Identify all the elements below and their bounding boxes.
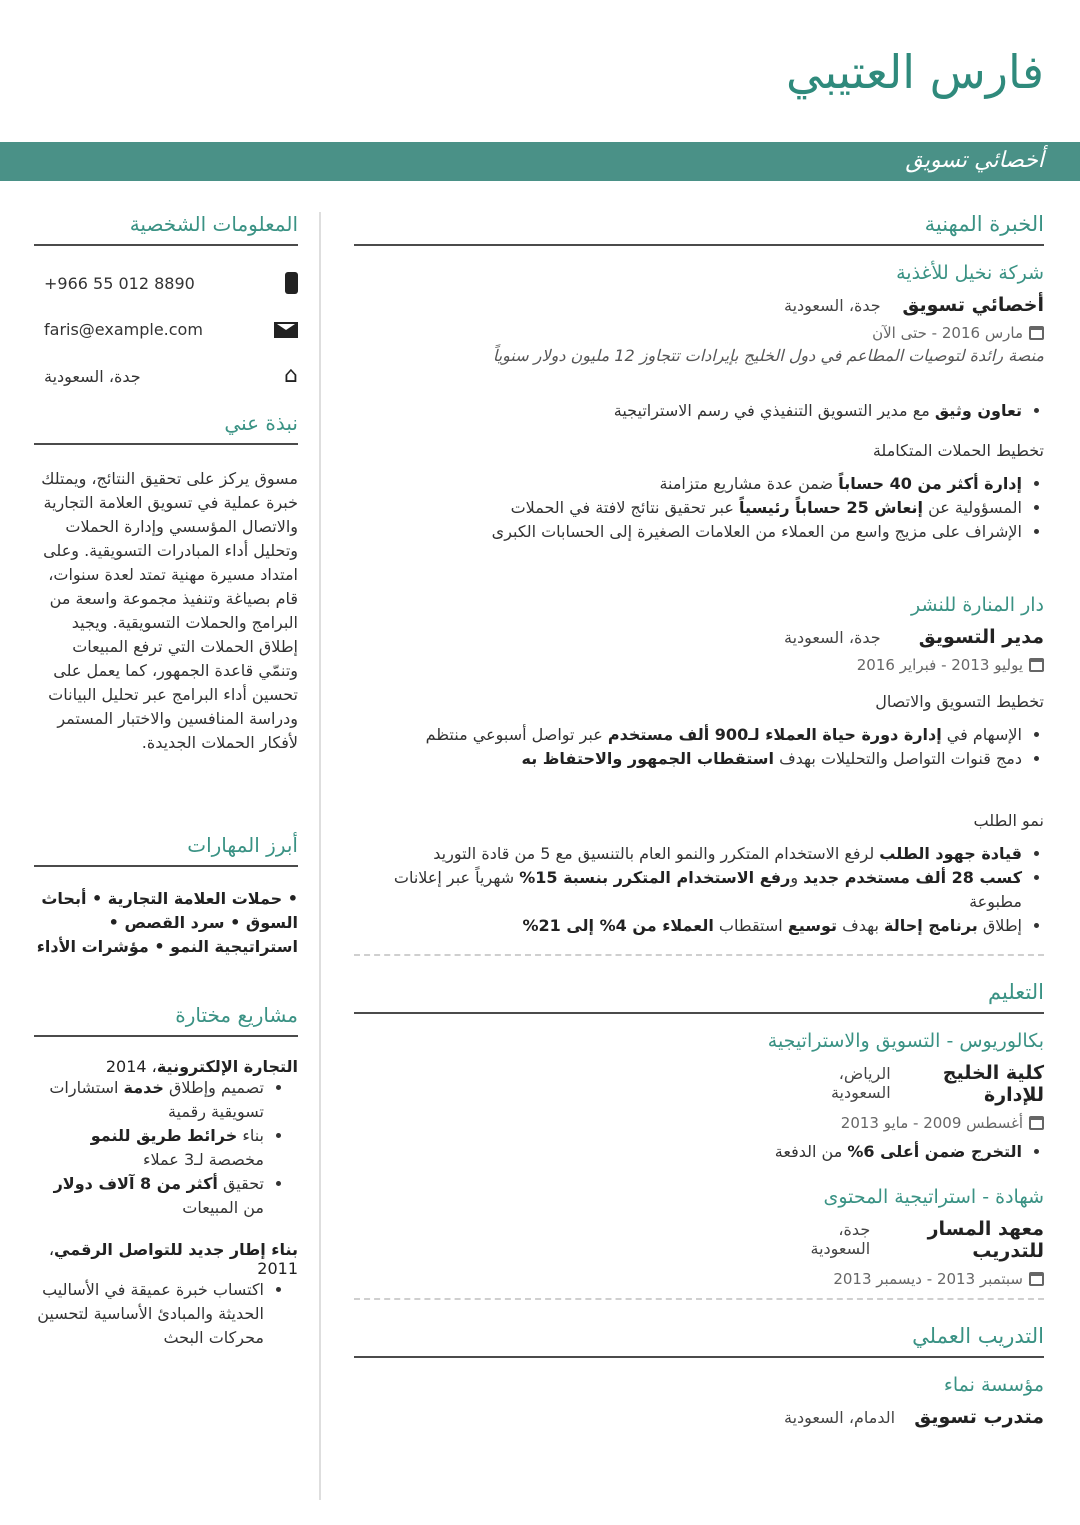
list-item: • تصميم وإطلاق خدمة استشارات تسويقية رقمية (34, 1076, 264, 1124)
email: faris@example.com (44, 320, 203, 339)
job1-description: منصة رائدة لتوصيات المطاعم في دول الخليج بإيرادات تتجاوز 12 مليون دولار سنوياً (492, 346, 1044, 365)
edu1-dates: أغسطس 2009 - مايو 2013 (840, 1114, 1023, 1132)
about-heading: نبذة عني (34, 411, 298, 445)
phone-number: +966 55 012 8890 (44, 273, 195, 293)
training-location: الدمام، السعودية (784, 1408, 896, 1427)
edu1-dates-row (354, 1114, 1044, 1132)
project1-bullets (34, 1076, 298, 1220)
edu2-row (354, 1218, 1044, 1262)
job2-bullets-a (354, 723, 1044, 771)
list-item: • كسب 28 ألف مستخدم جديد ورفع الاستخدام المتكرر بنسبة 15% شهرياً عبر إعلانات مطبوعة (354, 866, 1022, 914)
experience-heading: الخبرة المهنية (354, 212, 1044, 246)
main-column (354, 212, 1044, 1428)
edu1-bullets (354, 1140, 1044, 1164)
calendar-icon (1029, 658, 1044, 672)
job1-row (354, 294, 1044, 316)
edu2-school: معهد المسار للتدريب (927, 1218, 1044, 1262)
edu1-row (354, 1062, 1044, 1106)
training-row (354, 1406, 1044, 1428)
job1-bullets-b (354, 472, 1044, 544)
edu1-location: الرياض، السعودية (830, 1064, 891, 1102)
list-item: • دمج قنوات التواصل والتحليلات بهدف استقطاب الجمهور والاحتفاظ به (354, 747, 1022, 771)
job1-bullets-a (354, 399, 1044, 423)
job2-bullets-b (354, 842, 1044, 938)
job2-row (354, 626, 1044, 648)
side-column (34, 212, 298, 1350)
job2-subheading-2: نمو الطلب (973, 811, 1044, 830)
job2-location: جدة، السعودية (784, 628, 881, 647)
job2-dates: يوليو 2013 - فبراير 2016 (856, 656, 1023, 674)
city: جدة، السعودية (44, 366, 141, 386)
skills-heading: أبرز المهارات (34, 833, 298, 867)
edu2-degree: شهادة - استراتيجية المحتوى (823, 1186, 1044, 1208)
list-item: • التخرج ضمن أعلى 6% من الدفعة (354, 1140, 1022, 1164)
list-item: • الإشراف على مزيج واسع من العملاء من العلامات الصغيرة إلى الحسابات الكبرى (354, 520, 1022, 544)
job2-dates-row (354, 656, 1044, 674)
candidate-name: فارس العتيبي (786, 45, 1044, 99)
personal-heading: المعلومات الشخصية (34, 212, 298, 246)
edu2-dates: سبتمبر 2013 - ديسمبر 2013 (833, 1270, 1023, 1288)
calendar-icon (1029, 1116, 1044, 1130)
job1-dates: مارس 2016 - حتى الآن (872, 324, 1023, 342)
edu2-dates-row (354, 1270, 1044, 1288)
phone-icon (285, 272, 298, 294)
job2-subheading-1: تخطيط التسويق والاتصال (875, 692, 1044, 711)
edu1-school: كلية الخليج للإدارة (942, 1062, 1044, 1106)
job1-location: جدة، السعودية (784, 296, 881, 315)
edu1-degree: بكالوريوس - التسويق والاستراتيجية (767, 1030, 1044, 1052)
list-item: • اكتساب خبرة عميقة في الأساليب الحديثة والمبادئ الأساسية لتحسين محركات البحث (34, 1278, 264, 1350)
about-text: مسوق يركز على تحقيق النتائج، ويمتلك خبرة عملية في تسويق العلامة التجارية والاتصال المؤسسي وإدارة الحملات وتحليل أداء المبادرات التسويقية. وعلى امتداد مسيرة مهنية تمتد لعدة سنوات، قام بصياغة وتنفيذ مجموعة واسعة من البرامج والحملات التسويقية. ويجيد إطلاق الحملات التي ترفع المبيعات وتنمّي قاعدة الجمهور، كما يعمل على تحسين أداء البرامج عبر تحليل البيانات ودراسة المنافسين والاختبار المستمر لأفكار الحملات الجديدة. (41, 469, 298, 752)
training-company: مؤسسة نماء (943, 1374, 1044, 1396)
list-item: • بناء خرائط طريق للنمو مخصصة لـ3 عملاء (34, 1124, 264, 1172)
title-band (0, 142, 1080, 181)
list-item: • الإسهام في إدارة دورة حياة العملاء لـ900 ألف مستخدم عبر تواصل أسبوعي منتظم (354, 723, 1022, 747)
training-heading: التدريب العملي (354, 1324, 1044, 1358)
email-row (34, 320, 298, 339)
job1-company: شركة نخيل للأغذية (896, 262, 1044, 284)
project2-title: بناء إطار جديد للتواصل الرقمي، 2011 (48, 1240, 298, 1278)
list-item: • إدارة أكثر من 40 حساباً ضمن عدة مشاريع متزامنة (354, 472, 1022, 496)
training-role: متدرب تسويق (914, 1406, 1044, 1428)
calendar-icon (1029, 326, 1044, 340)
column-divider (319, 212, 321, 1500)
calendar-icon (1029, 1272, 1044, 1286)
list-item: • إطلاق برنامج إحالة بهدف توسيع استقطاب العملاء من 4% إلى 21% (354, 914, 1022, 938)
list-item: • المسؤولية عن إنعاش 25 حساباً رئيسياً عبر تحقيق نتائج لافتة في الحملات (354, 496, 1022, 520)
skills-list: • حملات العلامة التجارية • أبحاث السوق • سرد القصص • استراتيجية النمو • مؤشرات الأداء (36, 889, 298, 956)
job1-subheading: تخطيط الحملات المتكاملة (872, 441, 1044, 460)
edu2-location: جدة، السعودية (810, 1220, 871, 1258)
city-row (34, 365, 298, 387)
home-icon: ⌂ (284, 363, 298, 388)
mail-icon (274, 322, 298, 338)
job1-role: أخصائي تسويق (902, 294, 1044, 316)
list-item: • قيادة جهود الطلب لرفع الاستخدام المتكرر والنمو العام بالتنسيق مع 5 من قادة التوريد (354, 842, 1022, 866)
list-item: • تعاون وثيق مع مدير التسويق التنفيذي في رسم الاستراتيجية (354, 399, 1022, 423)
job2-role: مدير التسويق (918, 626, 1044, 648)
project2-bullets (34, 1278, 298, 1350)
education-heading: التعليم (354, 980, 1044, 1014)
section-divider (354, 954, 1044, 956)
projects-heading: مشاريع مختارة (34, 1003, 298, 1037)
project1-title: التجارة الإلكترونية، 2014 (105, 1057, 298, 1076)
job2-company: دار المنارة للنشر (911, 594, 1044, 616)
list-item: • تحقيق أكثر من 8 آلاف دولار من المبيعات (34, 1172, 264, 1220)
phone-row (34, 272, 298, 294)
job1-dates-row (354, 324, 1044, 342)
section-divider (354, 1298, 1044, 1300)
job-title: أخصائي تسويق (905, 148, 1044, 173)
